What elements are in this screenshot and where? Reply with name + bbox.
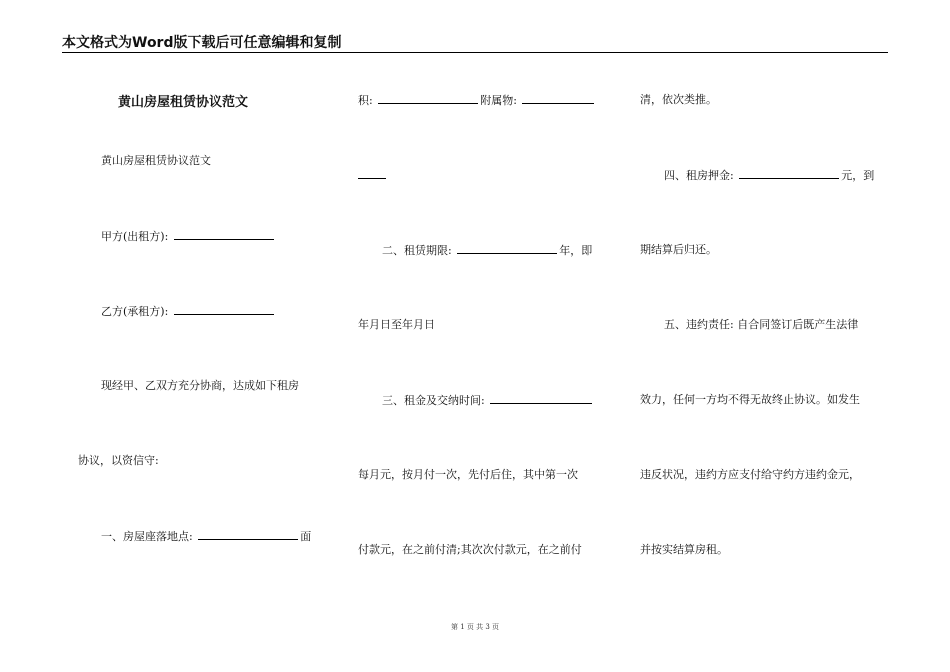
clause-4-tail: 元，到 [841,169,875,182]
clause-5-line-3: 违反状况，违约方应支付给守约方违约金元， [640,468,860,481]
location-blank[interactable] [198,529,298,540]
clause-5-line-2: 效力，任何一方均不得无故终止协议。如发生 [640,393,860,406]
party-a-line [101,229,276,244]
subtitle: 黄山房屋租赁协议范文 [101,154,211,167]
area-label: 积: [358,94,373,107]
clause-2-line [382,243,592,258]
attachments-label: 附属物: [480,94,517,107]
intro-line-2: 协议，以资信守: [78,454,159,467]
clause-1-tail: 面 [300,530,312,543]
area-blank[interactable] [378,93,478,104]
document-header: 本文格式为Word版下载后可任意编辑和复制 [62,35,342,51]
party-b-line [101,304,276,319]
clause-4-line-2: 期结算后归还。 [640,243,717,256]
attachments-blank[interactable] [522,93,594,104]
party-a-label: 甲方(出租方): [101,230,169,243]
clause-5-line-1: 五、违约责任: 自合同签订后既产生法律 [664,318,859,331]
intro-line-1: 现经甲、乙双方充分协商，达成如下租房 [101,379,299,392]
clause-5-line-4: 并按实结算房租。 [640,543,728,556]
clause-4-label: 四、租房押金: [664,169,734,182]
area-line [358,93,596,108]
clause-4-line [664,168,874,183]
clause-3-label: 三、租金及交纳时间: [382,394,485,407]
clause-2-tail: 年，即 [559,244,593,257]
clause-2-dates: 年月日至年月日 [358,318,435,331]
party-b-blank[interactable] [174,304,274,315]
col3-line-1: 清，依次类推。 [640,93,717,106]
party-a-blank[interactable] [174,229,274,240]
clause-3-line-2: 每月元，按月付一次，先付后住，其中第一次 [358,468,578,481]
header-divider [62,52,888,53]
attachments-blank-continued[interactable] [358,168,386,179]
clause-1-line [101,529,311,544]
clause-3-line-3: 付款元，在之前付清;其次次付款元，在之前付 [358,543,582,556]
deposit-blank[interactable] [739,168,839,179]
clause-1-label: 一、房屋座落地点: [101,530,193,543]
lease-term-blank[interactable] [457,243,557,254]
document-title: 黄山房屋租赁协议范文 [118,95,249,110]
page-number: 第 1 页 共 3 页 [450,623,500,631]
rent-time-blank[interactable] [490,393,592,404]
party-b-label: 乙方(承租方): [101,305,169,318]
attachments-continuation [358,168,386,183]
clause-3-line [382,393,594,408]
clause-2-label: 二、租赁期限: [382,244,452,257]
